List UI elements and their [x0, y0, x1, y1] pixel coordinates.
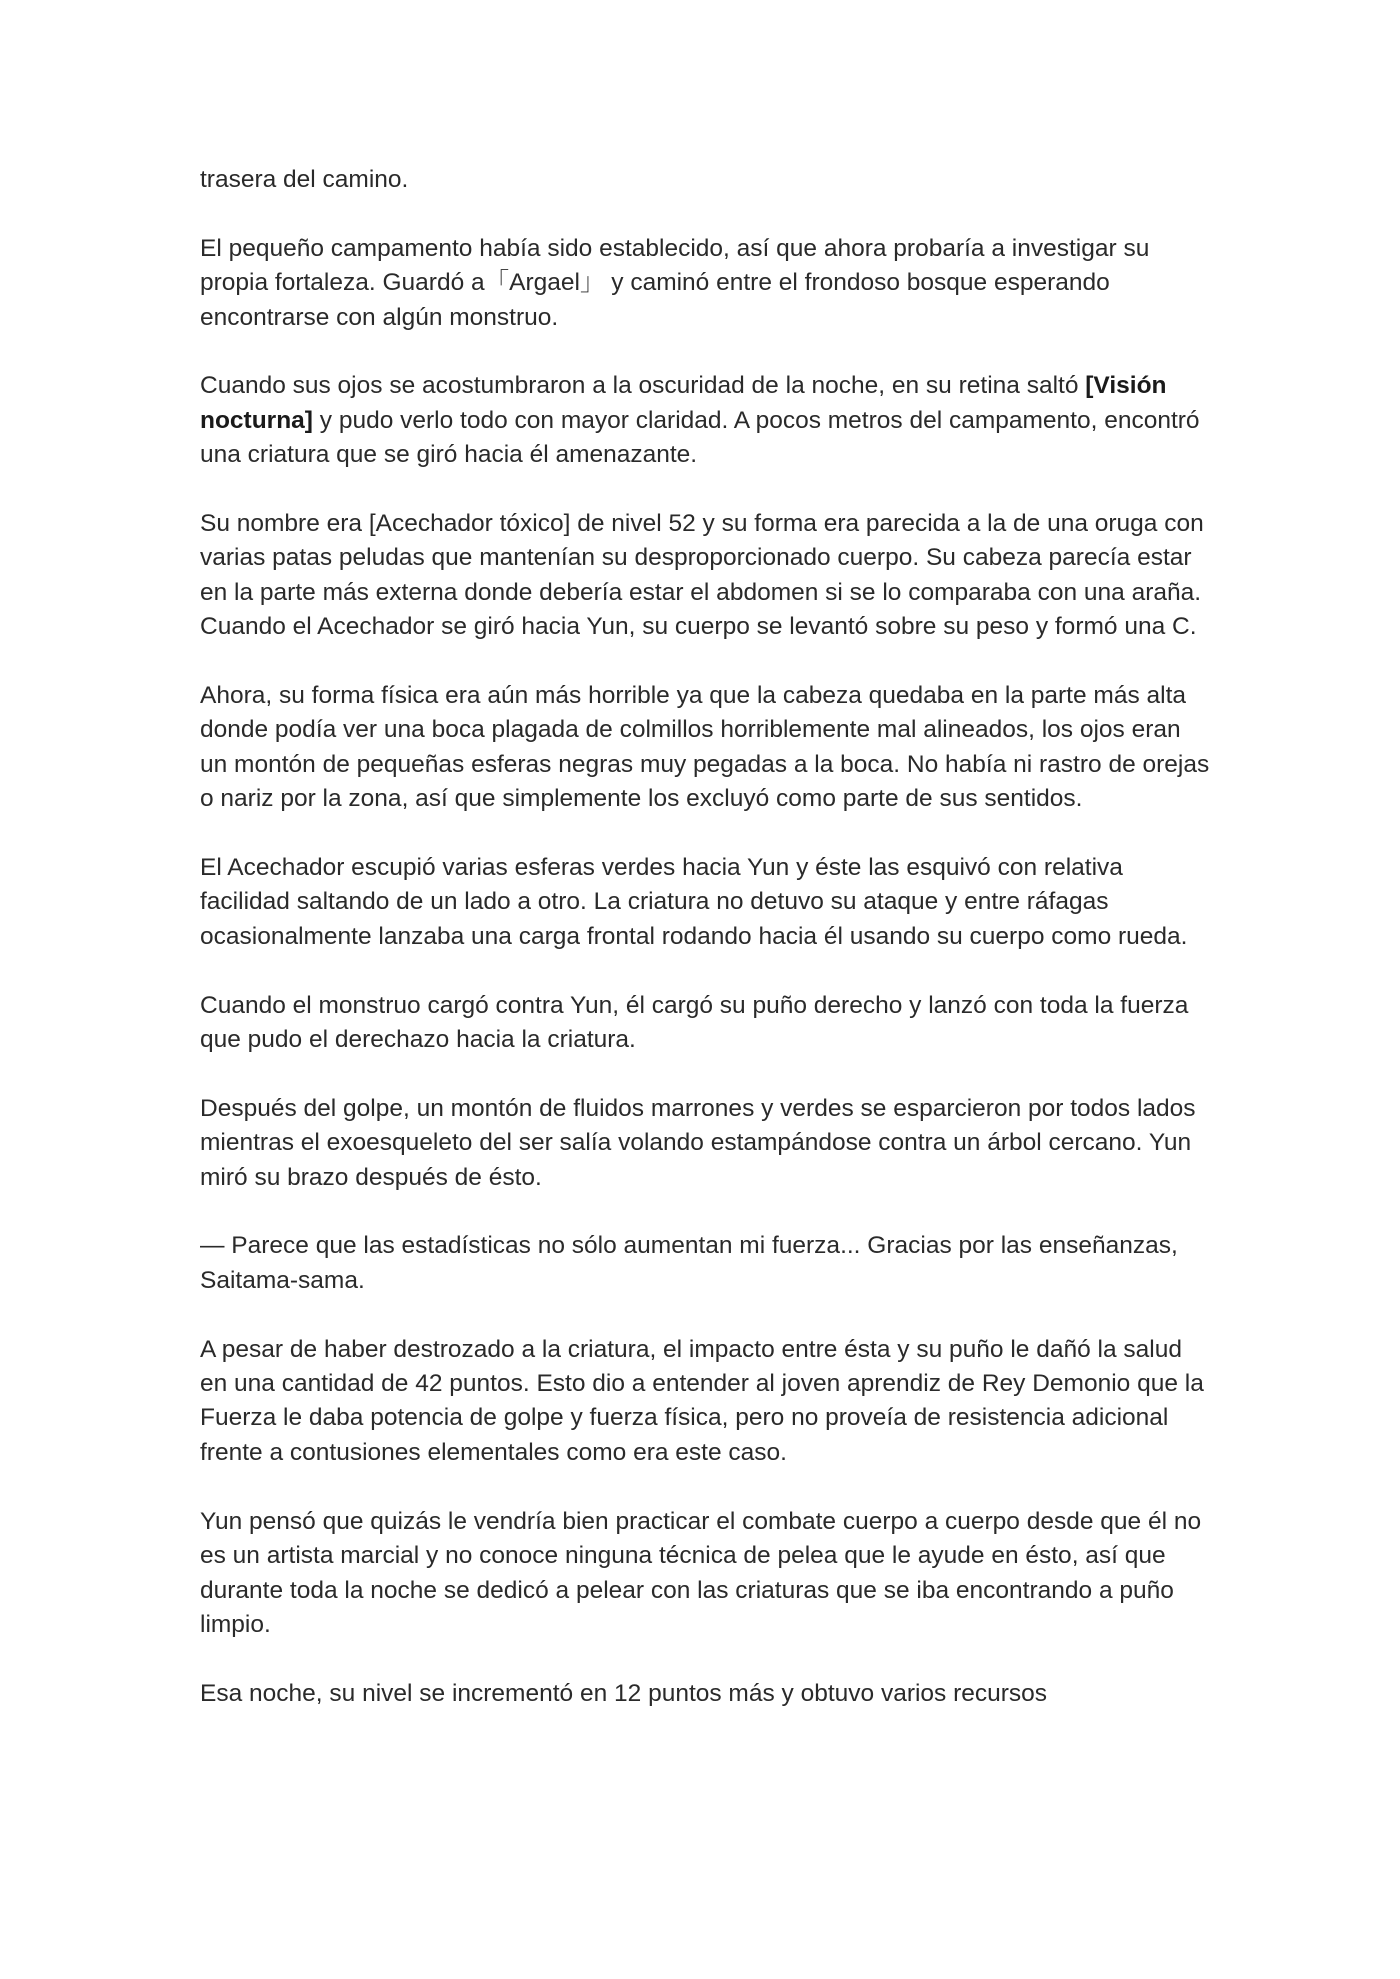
paragraph-6: El Acechador escupió varias esferas verdes hacia Yun y éste las esquivó con relativa facilidad saltando de un lado a otro. La criatura no detuvo su ataque y entre ráfagas ocasionalmente lanzaba una carga frontal rodando hacia él usando su cuerpo como rueda. — [200, 854, 1188, 950]
night-vision-skill-label: [Visión nocturna] — [200, 372, 1167, 434]
paragraph-7: Cuando el monstruo cargó contra Yun, él cargó su puño derecho y lanzó con toda la fuerza que pudo el derechazo hacia la criatura. — [200, 991, 1189, 1054]
paragraph-8: Después del golpe, un montón de fluidos marrones y verdes se esparcieron por todos lados mientras el exoesqueleto del ser salía volando estampándose contra un árbol cercano. Yun miró su brazo después de ésto. — [200, 1094, 1196, 1191]
paragraph-5: Ahora, su forma física era aún más horrible ya que la cabeza quedaba en la parte más alta donde podía ver una boca plagada de colmillos horriblemente mal alineados, los ojos eran un montón de pequeñas esferas negras muy pegadas a la boca. No había ni rastro de orejas o nariz por la zona, así que simplemente los excluyó como parte de sus sentidos. — [200, 682, 1210, 813]
paragraph-12: Esa noche, su nivel se incrementó en 12 puntos más y obtuvo varios recursos — [200, 1679, 1048, 1707]
paragraph-3-text-after: y pudo verlo todo con mayor claridad. A pocos metros del campamento, encontró una criatura que se giró hacia él amenazante. — [200, 406, 1200, 469]
paragraph-2: El pequeño campamento había sido establecido, así que ahora probaría a investigar su propia fortaleza. Guardó a「Argael」 y caminó entre el frondoso bosque esperando encontrarse con algún monstruo. — [200, 234, 1150, 331]
paragraph-3-text-before: Cuando sus ojos se acostumbraron a la oscuridad de la noche, en su retina saltó — [200, 372, 1086, 400]
paragraph-9-dialogue: — Parece que las estadísticas no sólo aumentan mi fuerza... Gracias por las enseñanzas, Saitama-sama. — [200, 1232, 1178, 1294]
document-body — [200, 163, 1210, 1711]
paragraph-3 — [200, 369, 1210, 472]
paragraph-10: A pesar de haber destrozado a la criatura, el impacto entre ésta y su puño le dañó la salud en una cantidad de 42 puntos. Esto dio a entender al joven aprendiz de Rey Demonio que la Fuerza le daba potencia de golpe y fuerza física, pero no proveía de resistencia adicional frente a contusiones elementales como era este caso. — [200, 1335, 1204, 1466]
paragraph-4: Su nombre era [Acechador tóxico] de nivel 52 y su forma era parecida a la de una oruga con varias patas peludas que mantenían su desproporcionado cuerpo. Su cabeza parecía estar en la parte más externa donde debería estar el abdomen si se lo comparaba con una araña. Cuando el Acechador se giró hacia Yun, su cuerpo se levantó sobre su peso y formó una C. — [200, 510, 1204, 641]
paragraph-11: Yun pensó que quizás le vendría bien practicar el combate cuerpo a cuerpo desde que él no es un artista marcial y no conoce ninguna técnica de pelea que le ayude en ésto, así que durante toda la noche se dedicó a pelear con las criaturas que se iba encontrando a puño limpio. — [200, 1507, 1202, 1638]
paragraph-1: trasera del camino. — [200, 166, 409, 193]
